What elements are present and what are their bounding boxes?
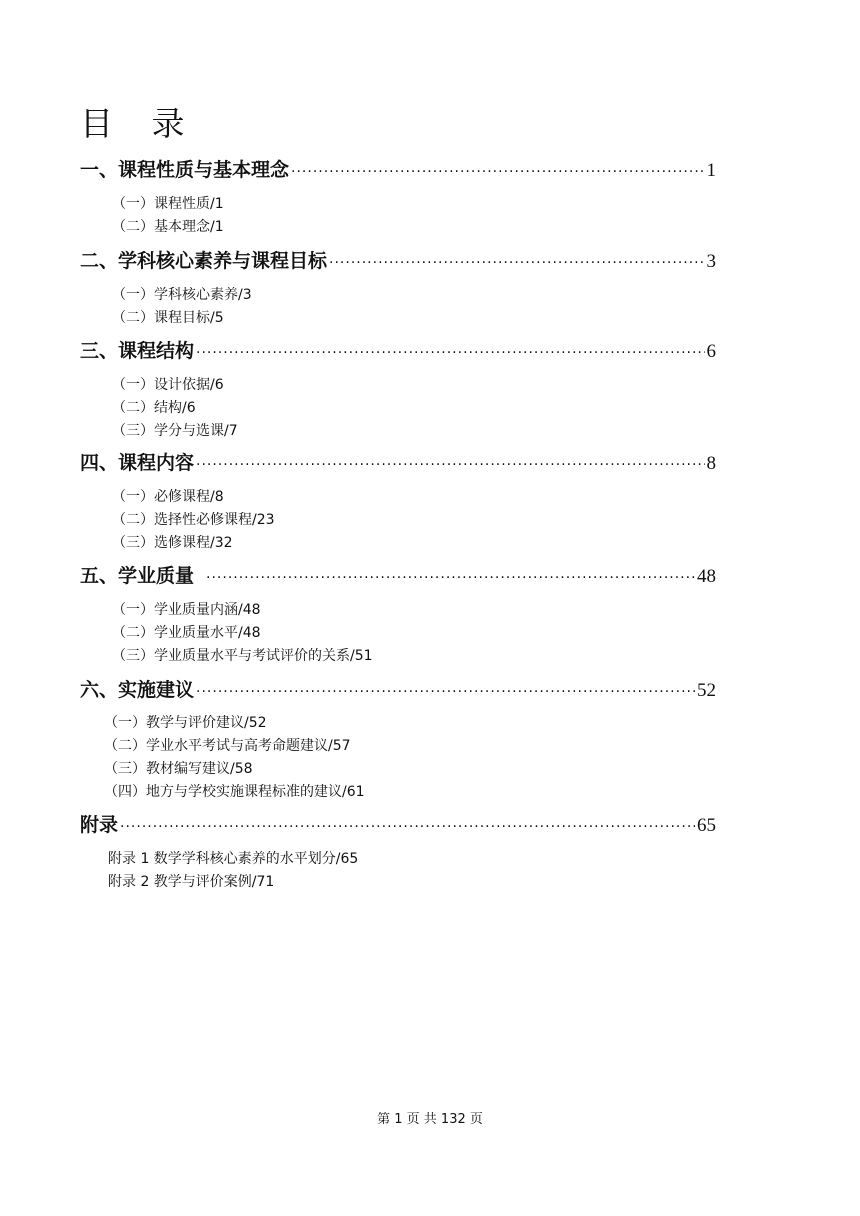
toc-item[interactable]: （二）基本理念/1 — [112, 219, 224, 235]
toc-section-5[interactable] — [80, 563, 716, 591]
section-page-number: 65 — [697, 815, 716, 836]
toc-item[interactable]: （一）教学与评价建议/52 — [104, 715, 267, 731]
toc-section-3[interactable] — [80, 338, 716, 366]
toc-title: 目 录 — [80, 104, 199, 143]
dot-leader — [120, 814, 695, 840]
toc-item[interactable]: 附录 1 数学学科核心素养的水平划分/65 — [108, 851, 359, 867]
toc-item[interactable]: （三）选修课程/32 — [112, 535, 233, 551]
section-page-number: 6 — [706, 341, 716, 362]
toc-item[interactable]: （二）选择性必修课程/23 — [112, 512, 275, 528]
toc-section-2[interactable] — [80, 248, 716, 276]
dot-leader — [206, 565, 695, 591]
section-label: 一、课程性质与基本理念 — [80, 159, 290, 181]
section-label: 五、学业质量 — [80, 565, 195, 587]
toc-item[interactable]: （二）学业水平考试与高考命题建议/57 — [104, 738, 351, 754]
toc-item[interactable]: （一）学业质量内涵/48 — [112, 602, 261, 618]
section-page-number: 1 — [706, 160, 716, 181]
toc-section-4[interactable] — [80, 450, 716, 478]
dot-leader — [196, 452, 704, 478]
toc-item[interactable]: （四）地方与学校实施课程标准的建议/61 — [104, 784, 365, 800]
dot-leader — [329, 250, 704, 276]
section-label: 三、课程结构 — [80, 340, 195, 362]
toc-item[interactable]: （三）教材编写建议/58 — [104, 761, 253, 777]
toc-section-appendix[interactable] — [80, 812, 716, 840]
toc-section-1[interactable] — [80, 157, 716, 185]
section-label: 四、课程内容 — [80, 452, 195, 474]
toc-item[interactable]: （三）学分与选课/7 — [112, 423, 238, 439]
section-page-number: 3 — [706, 251, 716, 272]
dot-leader — [196, 679, 695, 705]
section-label: 附录 — [80, 814, 119, 836]
toc-item[interactable]: （三）学业质量水平与考试评价的关系/51 — [112, 648, 373, 664]
toc-item[interactable]: （二）学业质量水平/48 — [112, 625, 261, 641]
section-page-number: 48 — [697, 566, 716, 587]
toc-item[interactable]: （一）设计依据/6 — [112, 377, 224, 393]
section-label: 二、学科核心素养与课程目标 — [80, 250, 328, 272]
section-page-number: 52 — [697, 680, 716, 701]
dot-leader — [196, 340, 704, 366]
toc-item[interactable]: （一）学科核心素养/3 — [112, 287, 252, 303]
section-label: 六、实施建议 — [80, 679, 195, 701]
page-footer: 第 1 页 共 132 页 — [377, 1112, 483, 1127]
toc-item[interactable]: （二）结构/6 — [112, 400, 196, 416]
section-page-number: 8 — [706, 453, 716, 474]
toc-section-6[interactable] — [80, 677, 716, 705]
toc-item[interactable]: （二）课程目标/5 — [112, 310, 224, 326]
toc-item[interactable]: 附录 2 教学与评价案例/71 — [108, 874, 275, 890]
toc-item[interactable]: （一）课程性质/1 — [112, 196, 224, 212]
dot-leader — [291, 159, 704, 185]
toc-item[interactable]: （一）必修课程/8 — [112, 489, 224, 505]
